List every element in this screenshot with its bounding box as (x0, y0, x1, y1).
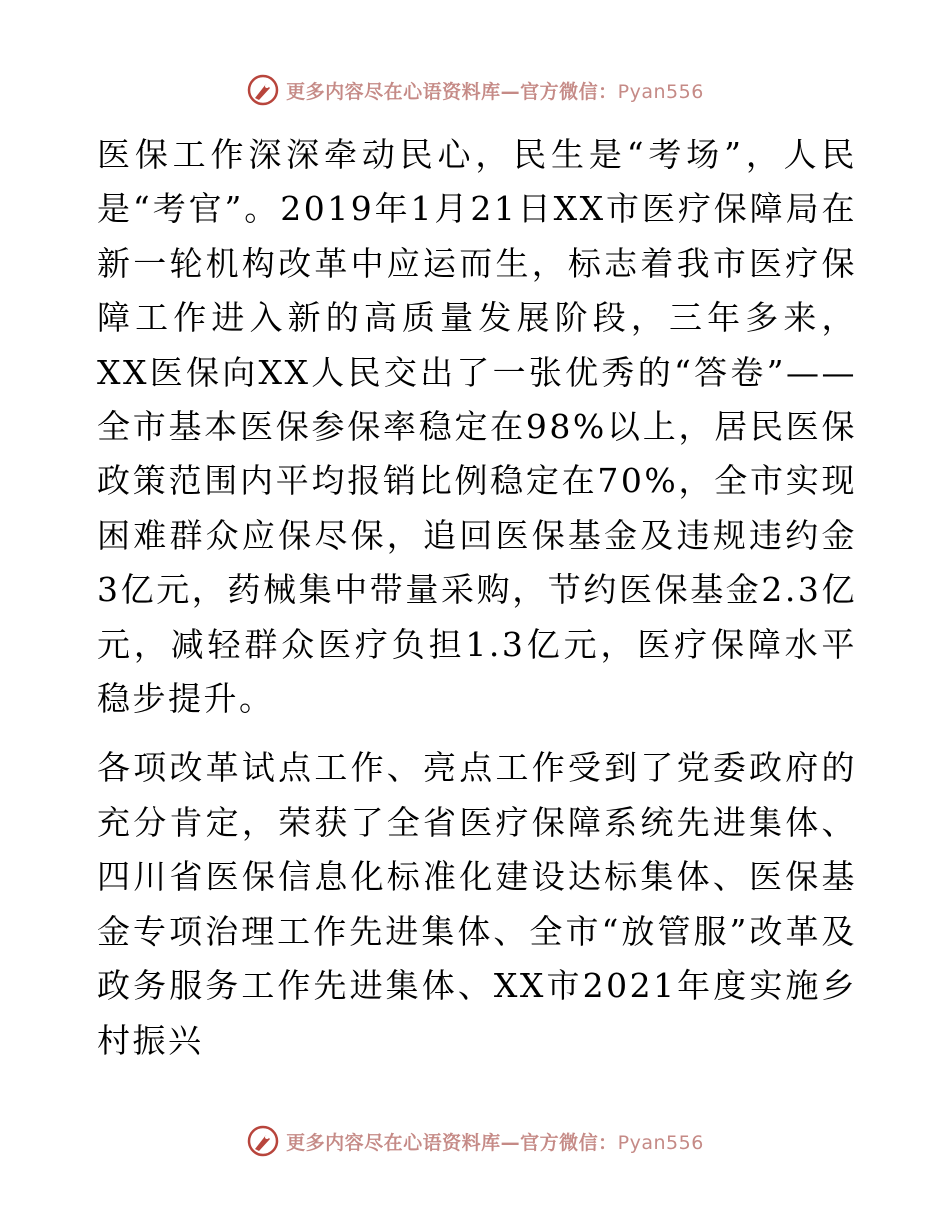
paragraph-2: 各项改革试点工作、亮点工作受到了党委政府的充分肯定，荣获了全省医疗保障系统先进集体、四川省医保信息化标准化建设达标集体、医保基金专项治理工作先进集体、全市“放管服”改革及政务服务工作先进集体、XX市2021年度实施乡村振兴 (97, 748, 857, 1060)
paragraph-1: 医保工作深深牵动民心，民生是“考场”，人民是“考官”。2019年1月21日XX市医疗保障局在新一轮机构改革中应运而生，标志着我市医疗保障工作进入新的高质量发展阶段，三年多来，XX医保向XX人民交出了一张优秀的“答卷”——全市基本医保参保率稳定在98%以上，居民医保政策范围内平均报销比例稳定在70%，全市实现困难群众应保尽保，追回医保基金及违规违约金3亿元，药械集中带量采购，节约医保基金2.3亿元，减轻群众医疗负担1.3亿元，医疗保障水平稳步提升。 (97, 135, 857, 719)
watermark-text (286, 77, 704, 104)
header-watermark (0, 70, 950, 110)
watermark-wechat-id: Pyan556 (617, 80, 704, 103)
watermark-text (286, 1128, 704, 1155)
document-body (97, 128, 857, 1068)
watermark-label: 更多内容尽在心语资料库—官方微信： (286, 1131, 618, 1154)
footer-watermark (0, 1121, 950, 1161)
pen-nib-logo-icon (246, 1124, 280, 1158)
pen-nib-logo-icon (246, 73, 280, 107)
watermark-wechat-id: Pyan556 (617, 1131, 704, 1154)
watermark-label: 更多内容尽在心语资料库—官方微信： (286, 80, 618, 103)
